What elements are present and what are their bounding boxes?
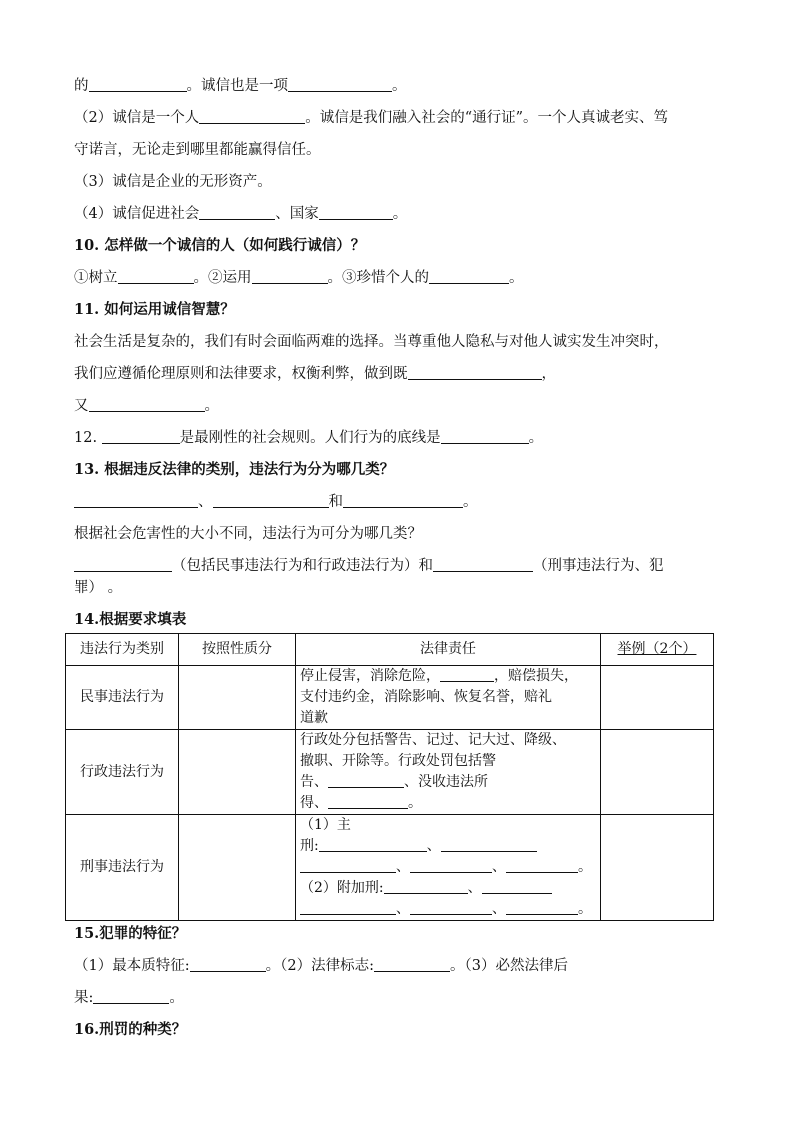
- text-line-3: 守诺言，无论走到哪里都能赢得信任。: [74, 142, 321, 158]
- blank[interactable]: [199, 204, 275, 220]
- blank[interactable]: [74, 492, 198, 508]
- liability-table: [65, 633, 714, 921]
- question-13: 13. 根据违反法律的类别，违法行为分为哪几类？: [74, 461, 395, 478]
- blank[interactable]: [118, 268, 194, 284]
- blank[interactable]: [482, 878, 552, 894]
- question-11-text-c: [74, 396, 219, 416]
- blank[interactable]: [199, 108, 305, 124]
- blank[interactable]: [374, 956, 450, 972]
- text: 。: [169, 990, 184, 1006]
- blank[interactable]: [433, 556, 533, 572]
- question-14: 14.根据要求填表: [74, 611, 187, 628]
- nature-cell[interactable]: [179, 815, 296, 921]
- blank[interactable]: [300, 899, 396, 915]
- text: 。（3）必然法律后: [450, 958, 568, 974]
- liability-cell: 停止侵害，消除危险， ，赔偿损失， 支付违约金，消除影响、恢复名誉，赔礼 道歉: [296, 666, 601, 730]
- text: （4）诚信促进社会: [74, 206, 200, 222]
- text-line-1: [74, 76, 407, 96]
- blank[interactable]: [410, 857, 492, 873]
- text: 我们应遵循伦理原则和法律要求，权衡利弊，做到既: [74, 366, 408, 382]
- text: 。: [392, 78, 407, 94]
- blank[interactable]: [252, 268, 328, 284]
- blank[interactable]: [440, 666, 494, 682]
- text: （1）最本质特征:: [74, 958, 190, 974]
- text: （包括民事违法行为和行政违法行为）和: [172, 558, 433, 574]
- text: 。: [528, 430, 544, 446]
- blank[interactable]: [74, 556, 172, 572]
- blank[interactable]: [506, 899, 578, 915]
- blank[interactable]: [328, 772, 404, 788]
- text: 、国家: [275, 206, 319, 222]
- question-15: 15.犯罪的特征？: [74, 925, 187, 942]
- blank[interactable]: [93, 988, 169, 1004]
- question-15-answer-a: [74, 956, 568, 976]
- text: 的: [74, 78, 89, 94]
- table-header: 违法行为类别: [66, 634, 179, 666]
- question-13-answer-c: [74, 556, 664, 576]
- blank[interactable]: [319, 836, 427, 852]
- text: 。诚信是我们融入社会的“通行证”。一个人真诚老实、笃: [305, 110, 669, 126]
- text-line-5: [74, 204, 407, 224]
- liability-cell: 行政处分包括警告、记过、记大过、降级、 撤职、开除等。行政处罚包括警 告、 、没收违法所 得、 。: [296, 730, 601, 815]
- text-line-2: [74, 108, 668, 128]
- blank[interactable]: [429, 268, 509, 284]
- example-cell[interactable]: [601, 666, 714, 730]
- text: 又: [74, 398, 89, 414]
- text: 果:: [74, 990, 94, 1006]
- question-15-answer-b: [74, 988, 184, 1008]
- table-row: [66, 666, 714, 730]
- nature-cell[interactable]: [179, 730, 296, 815]
- question-16: 16.刑罚的种类？: [74, 1021, 187, 1038]
- question-11-text-a: 社会生活是复杂的，我们有时会面临两难的选择。当尊重他人隐私与对他人诚实发生冲突时，: [74, 334, 669, 350]
- blank[interactable]: [300, 857, 396, 873]
- blank[interactable]: [506, 857, 578, 873]
- blank[interactable]: [384, 878, 468, 894]
- text: 。: [463, 494, 478, 510]
- blank[interactable]: [408, 364, 542, 380]
- category-cell: 行政违法行为: [66, 730, 179, 815]
- liability-cell: （1）主 刑: 、 、 、 。 （2）附加刑: 、 、 、 。: [296, 815, 601, 921]
- category-cell: 民事违法行为: [66, 666, 179, 730]
- category-cell: 刑事违法行为: [66, 815, 179, 921]
- text: （刑事违法行为、犯: [533, 558, 664, 574]
- blank[interactable]: [102, 428, 180, 444]
- table-header: 法律责任: [296, 634, 601, 666]
- text-line-4: （3）诚信是企业的无形资产。: [74, 174, 272, 190]
- question-10: 10. 怎样做一个诚信的人（如何践行诚信）？: [74, 237, 366, 254]
- text: 。: [509, 270, 524, 286]
- blank[interactable]: [89, 396, 205, 412]
- text: 12.: [74, 430, 102, 446]
- question-12: [74, 428, 543, 448]
- question-11: 11. 如何运用诚信智慧？: [74, 301, 235, 318]
- text: ①树立: [74, 270, 118, 286]
- nature-cell[interactable]: [179, 666, 296, 730]
- text: 。诚信也是一项: [186, 78, 288, 94]
- blank[interactable]: [213, 492, 329, 508]
- question-13-answer-a: [74, 492, 478, 512]
- table-row: [66, 815, 714, 921]
- example-cell[interactable]: [601, 730, 714, 815]
- text: 、: [198, 494, 213, 510]
- text: 。（2）法律标志:: [265, 958, 374, 974]
- table-header: 举例（2个）: [601, 634, 714, 666]
- text: 。②运用: [193, 270, 252, 286]
- text: 。: [204, 398, 219, 414]
- text: 。③珍惜个人的: [327, 270, 429, 286]
- blank[interactable]: [441, 428, 529, 444]
- text: 是最刚性的社会规则。人们行为的底线是: [179, 430, 441, 446]
- blank[interactable]: [328, 793, 408, 809]
- question-13-text-b: 根据社会危害性的大小不同，违法行为可分为哪几类？: [74, 526, 422, 542]
- blank[interactable]: [89, 76, 187, 92]
- table-header: 按照性质分: [179, 634, 296, 666]
- text: ，: [541, 366, 556, 382]
- text: 。: [392, 206, 408, 222]
- table-row: [66, 730, 714, 815]
- blank[interactable]: [190, 956, 266, 972]
- question-11-text-b: [74, 364, 556, 384]
- example-cell[interactable]: [601, 815, 714, 921]
- blank[interactable]: [410, 899, 492, 915]
- blank[interactable]: [288, 76, 392, 92]
- text: 和: [328, 494, 343, 510]
- blank[interactable]: [441, 836, 537, 852]
- table-header-row: [66, 634, 714, 666]
- question-13-text-d: 罪） 。: [74, 580, 123, 596]
- question-10-answer: [74, 268, 524, 288]
- blank[interactable]: [319, 204, 393, 220]
- text: （2）诚信是一个人: [74, 110, 200, 126]
- blank[interactable]: [343, 492, 463, 508]
